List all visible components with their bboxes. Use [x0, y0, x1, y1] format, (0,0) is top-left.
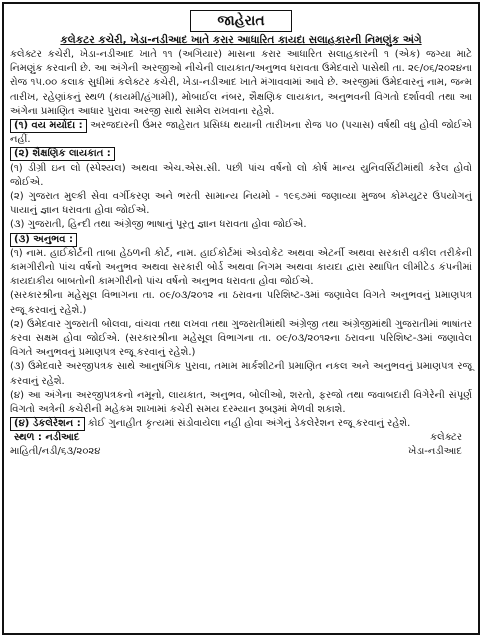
declaration-text: કોઈ ગુનાહીત કૃત્યમાં સંડોવાયેલા નહી હોવા અંગેનું ડેકલેરેશન રજૂ કરવાનું રહેશે.: [84, 418, 411, 430]
notice-heading: કલેકટર કચેરી, ખેડા-નડીઆદ ખાતે કરાર આધારિત કાયદા સલાહકારની નિમણુંક અંગે: [60, 34, 422, 46]
footer-row-1: [10, 431, 472, 445]
signatory-place: ખેડા-નડીઆદ: [408, 446, 462, 458]
age-section: [10, 119, 472, 147]
age-text: અરજદારની ઉંમર જાહેરાત પ્રસિધ્ધ થયાની તારીખના રોજ ૫૦ (પચાસ) વર્ષથી વધુ હોવી જોઈએ નહીં.: [10, 120, 472, 146]
age-label: (૧) વય મર્યાદા :: [10, 119, 87, 133]
experience-item: (સરકારશ્રીના મહેસૂલ વિભાગના તા. ૦૯/૦૩/૨૦૧૨ ના ઠરાવના પરિશિષ્ટ-૩માં જણાવેલ વિગતે અનુભવનું પ્રમાણપત્ર રજૂ કરવાનું રહેશે.): [10, 290, 472, 316]
experience-label: (૩) અનુભવ :: [10, 233, 77, 247]
experience-item: (૨) ઉમેદવાર ગુજરાતી બોલવા, વાંચવા તથા લખવા તથા ગુજરાતીમાંથી અંગ્રેજી તથા અંગ્રેજીમાંથી ગુજરાતીમાં ભાષાંતર કરવા સક્ષમ હોવા જોઈએ. (સરકારશ્રીના મહેસૂલ વિભાગના તા. ૦૯/૦૩/૨૦૧૨ના ઠરાવના પરિશિષ્ટ-૩માં જણાવેલ વિગતે અનુભવનું પ્રમાણપત્ર રજૂ કરવાનું રહેશે.): [10, 318, 472, 359]
intro-paragraph: કલેક્ટર કચેરી, ખેડા-નડીઆદ ખાતે ૧૧ (અગિયાર) માસના કરાર આધારિત સલાહકારની ૧ (એક) જગ્યા માટે નિમણુંક કરવાની છે. આ અંગેની અરજીઓ નીચેની લાયકાત/અનુભવ ધરાવતા ઉમેદવારો પાસેથી તા. ૨૯/૦૬/૨૦૨૪ના રોજ ૧૫.૦૦ કલાક સુધીમાં કલેક્ટર કચેરી, ખેડા-નડીઆદ ખાતે મંગાવવામાં આવે છે. અરજીમાં ઉમેદવારનું નામ, જન્મ તારીખ, રહેણાંકનું સ્થળ (કાયમી/હંગામી), મોબાઈલ નંબર, શૈક્ષણિક લાયકાત, અનુભવની વિગતો દર્શાવવી તથા આ અંગેના પ્રમાણિત આધાર પુરાવા અરજી સાથે સામેલ રાખવાના રહેશે.: [10, 49, 472, 117]
footer-row-2: [10, 445, 472, 459]
experience-item: (૩) ઉમેદવારે અરજીપત્રક સાથે આનુષંગિક પુરાવા, તમામ માર્કશીટની પ્રમાણિત નકલ અને અનુભવનું પ્રમાણપત્ર રજૂ કરવાનું રહેશે.: [10, 361, 472, 387]
education-label: (૨) શૈક્ષણિક લાયકાત :: [10, 147, 115, 161]
experience-item: (૪) આ અંગેના અરજીપત્રકનો નમૂનો, લાયકાત, અનુભવ, બોલીઓ, શરતો, ફરજો તથા જવાબદારી વિગેરેની સંપૂર્ણ વિગતો અત્રેની કચેરીની મહેકમ શાખામાં કચેરી સમય દરમ્યાન રૂબરૂમાં મેળવી શકાશે.: [10, 389, 472, 416]
place-label: સ્થળ : નડીઆદ: [14, 432, 80, 444]
education-section-label-row: [10, 147, 472, 161]
declaration-section: [10, 417, 472, 431]
reference-number: માહિતી/નડી/૬૩/૨૦૨૪: [10, 446, 101, 458]
education-item: (૨) ગુજરાત મુલ્કી સેવા વર્ગીકરણ અને ભરતી સામાન્ય નિયમો - ૧૯૬૭માં જણાવ્યા મુજબ કોમ્પ્યુટર ઉપયોગનું પાયાનું જ્ઞાન ધરાવતા હોવા જોઈએ.: [10, 191, 472, 217]
experience-section-label-row: [10, 233, 472, 247]
education-item: (૧) ડીગ્રી ઇન લો (સ્પેશ્યલ) અથવા એચ.એસ.સી. પછી પાંચ વર્ષનો લો કોર્ષ માન્ય યુનિવર્સિટીમાંથી કરેલ હોવો જોઈએ.: [10, 162, 472, 188]
education-item: (૩) ગુજરાતી, હિન્દી તથા અંગ્રેજી ભાષાનું પૂરતુ જ્ઞાન ધરાવતા હોવા જોઈએ.: [10, 219, 307, 231]
declaration-label: (૪) ડેકલેરેશન :: [10, 417, 85, 431]
signatory-title: કલેક્ટર: [430, 432, 462, 444]
advertisement-notice: [2, 2, 480, 635]
experience-item: (૧) નામ. હાઈકોર્ટની તાબા હેઠળની કોર્ટ, નામ. હાઈકોર્ટમાં એડવોકેટ અથવા એટર્ની અથવા સરકારી વકીલ તરીકેની કામગીરીનો પાંચ વર્ષનો અનુભવ અથવા સરકારી બોર્ડ અથવા નિગમ અથવા કાયદા દ્વારા સ્થાપિત લીમીટેડ કંપનીમાં કાયદાકીય બાબતોની કામગીરીનો પાંચ વર્ષનો અનુભવ ધરાવતા હોવા જોઈએ.: [10, 247, 472, 288]
notice-title: જાહેરાત: [190, 10, 292, 32]
